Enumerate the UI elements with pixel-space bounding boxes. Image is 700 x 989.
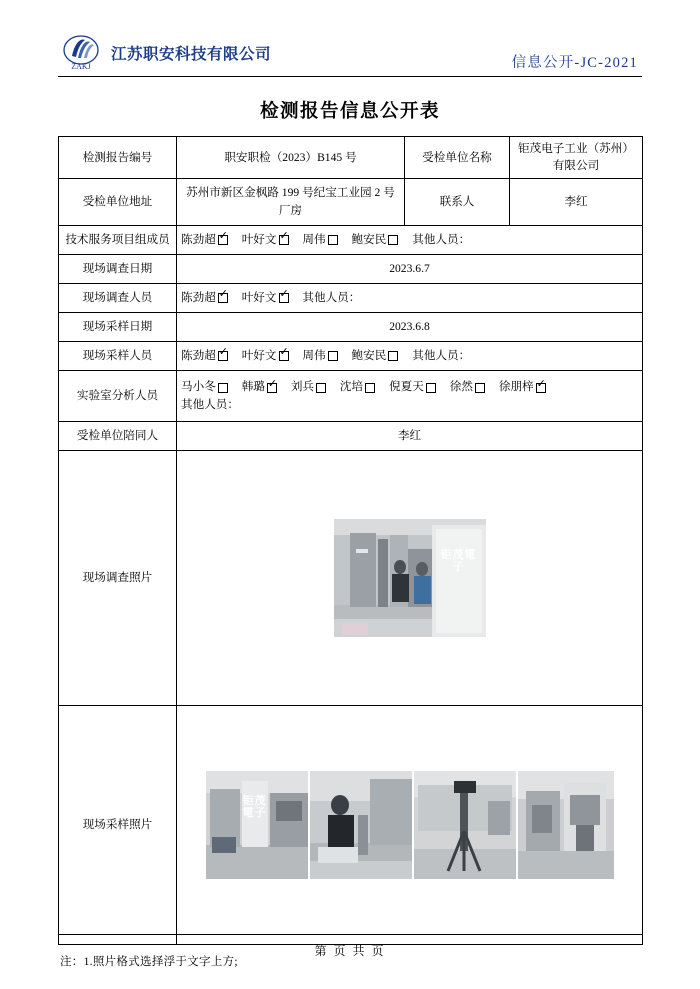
survey-photo-cell	[177, 450, 643, 705]
table-row	[59, 450, 643, 705]
lab-staff-member: 徐朋梓✓	[499, 378, 547, 395]
lab-staff-line	[181, 378, 638, 395]
sampling-staff-others-label: 其他人员：	[412, 349, 471, 363]
survey-staff-cell	[177, 283, 643, 312]
footer-divider	[58, 934, 642, 935]
table-row	[59, 705, 643, 944]
survey-staff-member: 叶好文 ✓	[242, 289, 290, 306]
team-member: 叶好文 ✓	[242, 231, 290, 248]
sampling-photo-wrap	[181, 771, 638, 879]
client-name-value: 钜茂电子工业（苏州）有限公司	[510, 137, 643, 179]
table-row	[59, 178, 643, 225]
checkbox-unchecked[interactable]	[328, 235, 338, 245]
survey-photo	[334, 519, 486, 637]
sampling-staff-member: 周伟	[302, 347, 338, 364]
survey-date-value: 2023.6.7	[177, 254, 643, 283]
sampling-staff-member: 鲍安民	[352, 347, 400, 364]
survey-staff-others-label: 其他人员：	[302, 291, 361, 305]
table-row	[59, 370, 643, 421]
lab-staff-member: 韩璐 ✓	[242, 378, 278, 395]
client-name-label: 受检单位名称	[405, 137, 510, 179]
table-row	[59, 341, 643, 370]
checkbox-checked[interactable]	[536, 383, 546, 393]
lab-staff-member: 沈培	[340, 378, 376, 395]
team-others-label: 其他人员：	[412, 233, 471, 247]
survey-date-label: 现场调查日期	[59, 254, 177, 283]
team-member: 周伟	[302, 231, 338, 248]
survey-staff-label: 现场调查人员	[59, 283, 177, 312]
company-name: 江苏职安科技有限公司	[111, 46, 272, 63]
checkbox-unchecked[interactable]	[475, 383, 485, 393]
photo-watermark: 钜茂電子	[242, 794, 267, 820]
accompany-value: 李红	[177, 421, 643, 450]
sampling-photo-cell	[177, 705, 643, 944]
sampling-photo-label: 现场采样照片	[59, 705, 177, 944]
sampling-staff-cell	[177, 341, 643, 370]
header-left	[58, 34, 271, 72]
lab-staff-others-label: 其他人员：	[181, 397, 239, 411]
page-number: 第 页 共 页	[314, 944, 386, 958]
photo-watermark: 钜茂電子	[440, 548, 477, 574]
checkbox-unchecked[interactable]	[218, 383, 228, 393]
sampling-photo-4	[518, 771, 614, 879]
survey-staff-member: 陈劲超 ✓	[181, 289, 229, 306]
accompany-label: 受检单位陪同人	[59, 421, 177, 450]
checkbox-checked[interactable]	[279, 351, 289, 361]
table-row	[59, 312, 643, 341]
team-members-cell	[177, 225, 643, 254]
checkbox-checked[interactable]	[218, 293, 228, 303]
checkbox-unchecked[interactable]	[316, 383, 326, 393]
survey-photo-label: 现场调查照片	[59, 450, 177, 705]
sampling-photo-1	[206, 771, 308, 879]
client-addr-value: 苏州市新区金枫路 199 号纪宝工业园 2 号厂房	[177, 178, 405, 225]
survey-photo-wrap	[181, 519, 638, 637]
team-member: 陈劲超 ✓	[181, 231, 229, 248]
checkbox-checked[interactable]	[218, 235, 228, 245]
sampling-photo-2	[310, 771, 412, 879]
checkbox-checked[interactable]	[279, 293, 289, 303]
checkbox-unchecked[interactable]	[365, 383, 375, 393]
checkbox-unchecked[interactable]	[388, 351, 398, 361]
page-title: 检测报告信息公开表	[259, 102, 440, 122]
checkbox-unchecked[interactable]	[426, 383, 436, 393]
lab-staff-member: 倪夏天	[389, 378, 437, 395]
checkbox-unchecked[interactable]	[388, 235, 398, 245]
page-footer	[58, 934, 642, 959]
lab-staff-member: 刘兵	[291, 378, 327, 395]
sampling-photo-row	[206, 771, 614, 879]
document-code: 信息公开-JC-2021	[511, 55, 638, 71]
table-row	[59, 254, 643, 283]
checkbox-checked[interactable]	[279, 235, 289, 245]
company-logo-icon	[58, 34, 104, 72]
sampling-date-label: 现场采样日期	[59, 312, 177, 341]
table-row	[59, 283, 643, 312]
lab-staff-label: 实验室分析人员	[59, 370, 177, 421]
team-label: 技术服务项目组成员	[59, 225, 177, 254]
page-header	[58, 28, 642, 77]
sampling-staff-label: 现场采样人员	[59, 341, 177, 370]
lab-staff-member: 马小冬	[181, 378, 229, 395]
lab-staff-cell	[177, 370, 643, 421]
contact-label: 联系人	[405, 178, 510, 225]
report-no-label: 检测报告编号	[59, 137, 177, 179]
client-addr-label: 受检单位地址	[59, 178, 177, 225]
checkbox-checked[interactable]	[218, 351, 228, 361]
lab-staff-member: 徐然	[450, 378, 486, 395]
table-note: 注：1.照片格式选择浮于文字上方;	[60, 955, 238, 968]
checkbox-checked[interactable]	[267, 383, 277, 393]
report-no-value: 职安职检（2023）B145 号	[177, 137, 405, 179]
team-member: 鲍安民	[352, 231, 400, 248]
info-table	[58, 136, 643, 945]
table-row	[59, 225, 643, 254]
checkbox-unchecked[interactable]	[328, 351, 338, 361]
contact-value: 李红	[510, 178, 643, 225]
sampling-staff-member: 陈劲超 ✓	[181, 347, 229, 364]
svg-text:ZAKJ: ZAKJ	[71, 62, 91, 71]
sampling-photo-3	[414, 771, 516, 879]
sampling-staff-member: 叶好文 ✓	[242, 347, 290, 364]
sampling-date-value: 2023.6.8	[177, 312, 643, 341]
table-row	[59, 421, 643, 450]
table-row	[59, 137, 643, 179]
